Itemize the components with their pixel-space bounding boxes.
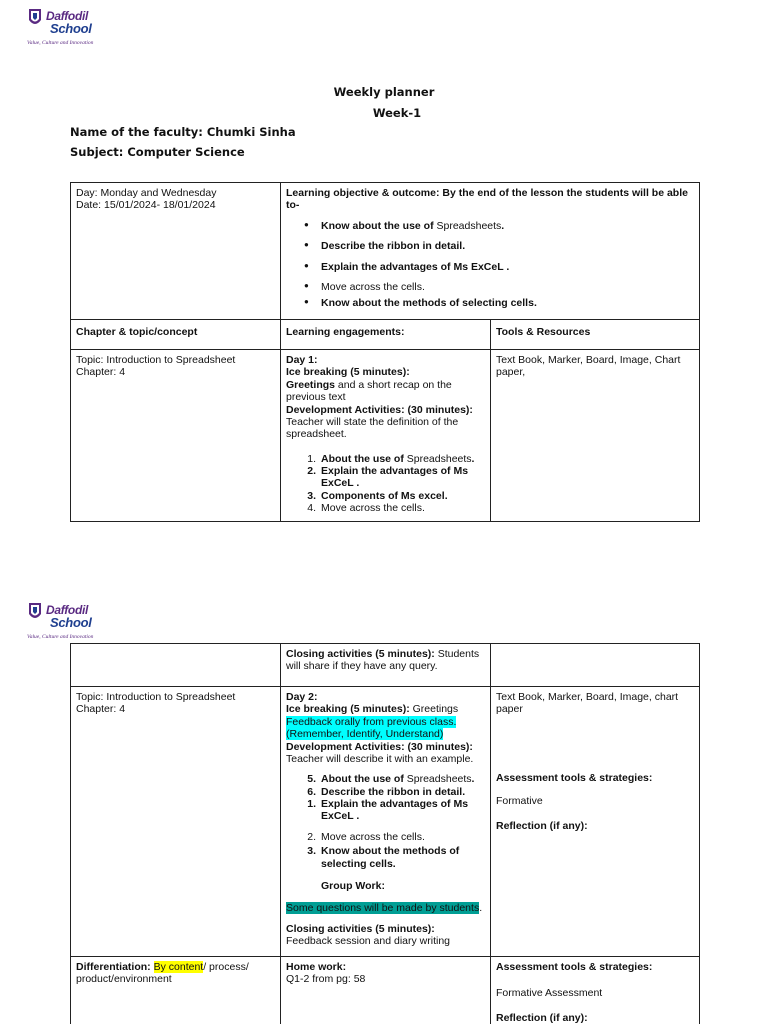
school-logo-page2 [26, 600, 96, 644]
list-item: 3. Components of Ms excel. [307, 489, 448, 502]
tools-cell [491, 687, 700, 957]
tools-text: Text Book, Marker, Board, Image, chart paper [496, 691, 679, 716]
homework-label: Home work: [286, 961, 347, 973]
list-item: ● Describe the ribbon in detail. [286, 240, 694, 252]
list-item: 3. Know about the methods of selecting cells. [307, 845, 460, 870]
topic-cell [71, 350, 281, 522]
logo-name-line1: Daffodil [46, 9, 89, 23]
empty-cell [71, 644, 281, 687]
homework-cell [281, 957, 491, 1024]
chapter-text: Chapter: 4 [76, 366, 126, 379]
reflection-label-2: Reflection (if any): [496, 1011, 588, 1024]
development-label: Development Activities: (30 minutes): [286, 403, 473, 416]
topic-cell [71, 687, 281, 957]
objective-heading: Learning objective & outcome: By the end of the lesson the students will be able to- [286, 187, 688, 212]
list-item: 1. Explain the advantages of Ms ExCeL . [307, 798, 469, 823]
list-item: 2. Move across the cells. [307, 830, 425, 843]
teacher-state-text: Teacher will state the definition of the spreadsheet. [286, 415, 459, 441]
day2-label: Day 2: [286, 691, 318, 703]
topic-text: Topic: Introduction to Spreadsheet [76, 691, 236, 703]
greetings-text: Greetings and a short recap on the previous text [286, 378, 452, 404]
day2-steps [286, 773, 485, 870]
feedback-highlight: Feedback orally from previous class. (Remember, Identify, Understand) [286, 715, 457, 741]
page-title: Weekly planner [333, 85, 435, 99]
tools-cell: Text Book, Marker, Board, Image, Chart paper, [491, 350, 700, 522]
objective-list [286, 220, 694, 310]
list-item: 2. Explain the advantages of Ms ExCeL . [307, 465, 469, 490]
planner-table-week1 [70, 182, 700, 522]
assessment-label: Assessment tools & strategies: [496, 771, 653, 784]
col-header-chapter: Chapter & topic/concept [71, 320, 281, 350]
assessment-label-2: Assessment tools & strategies: [496, 961, 653, 973]
list-item: 5. About the use of Spreadsheets. [307, 773, 475, 786]
list-item: ● Know about the use of Spreadsheets. [286, 220, 694, 232]
teacher-describe-text: Teacher will describe it with an example. [286, 752, 474, 765]
list-item: 4. Move across the cells. [307, 502, 425, 515]
formative-text: Formative [496, 795, 543, 808]
logo-name-line2: School [50, 21, 92, 36]
day1-steps [286, 453, 485, 515]
group-work-label: Group Work: [321, 879, 385, 892]
ice-breaking-text: Ice breaking (5 minutes): Greetings [286, 703, 459, 716]
ice-breaking-label: Ice breaking (5 minutes): [286, 366, 410, 379]
formative-assessment-text: Formative Assessment [496, 987, 603, 1000]
school-crest-icon [28, 8, 42, 30]
closing2-text: Feedback session and diary writing [286, 935, 451, 947]
day-text: Day: Monday and Wednesday [76, 187, 217, 199]
closing-cell: Closing activities (5 minutes): Students will share if they have any query. [281, 644, 491, 687]
planner-table-continued [70, 643, 700, 1024]
day1-label: Day 1: [286, 354, 318, 366]
chapter-text: Chapter: 4 [76, 703, 126, 716]
group-work-highlight: Some questions will be made by students. [286, 902, 483, 915]
subject-name: Subject: Computer Science [70, 145, 245, 159]
list-item: ● Know about the methods of selecting cells. [286, 297, 694, 309]
logo-tagline: Value, Culture and Innovation [27, 634, 94, 640]
logo-tagline: Value, Culture and Innovation [27, 40, 94, 46]
differentiation-cell: Differentiation: By content/ process/ product/environment [71, 957, 281, 1024]
school-crest-icon [28, 602, 42, 624]
faculty-name: Name of the faculty: Chumki Sinha [70, 125, 296, 139]
col-header-engagements: Learning engagements: [281, 320, 491, 350]
list-item: 1. About the use of Spreadsheets. [307, 452, 475, 465]
assessment-cell [491, 957, 700, 1024]
col-header-tools: Tools & Resources [491, 320, 700, 350]
list-item: ● Explain the advantages of Ms ExCeL . [286, 261, 694, 273]
topic-text: Topic: Introduction to Spreadsheet [76, 354, 236, 366]
engagements-cell [281, 687, 491, 957]
logo-name-line2: School [50, 615, 92, 630]
school-logo [26, 6, 96, 50]
reflection-label: Reflection (if any): [496, 819, 588, 832]
logo-name-line1: Daffodil [46, 603, 89, 617]
list-item: ● Move across the cells. [286, 281, 694, 293]
engagements-cell [281, 350, 491, 522]
week-label: Week-1 [372, 106, 422, 120]
homework-text: Q1-2 from pg: 58 [286, 973, 366, 986]
development-label: Development Activities: (30 minutes): [286, 740, 473, 753]
date-text: Date: 15/01/2024- 18/01/2024 [76, 199, 216, 212]
day-date-cell [71, 183, 281, 320]
closing2-label: Closing activities (5 minutes): [286, 922, 435, 935]
empty-cell [491, 644, 700, 687]
list-item: 6. Describe the ribbon in detail. [307, 785, 466, 798]
learning-objective-cell [281, 183, 700, 320]
